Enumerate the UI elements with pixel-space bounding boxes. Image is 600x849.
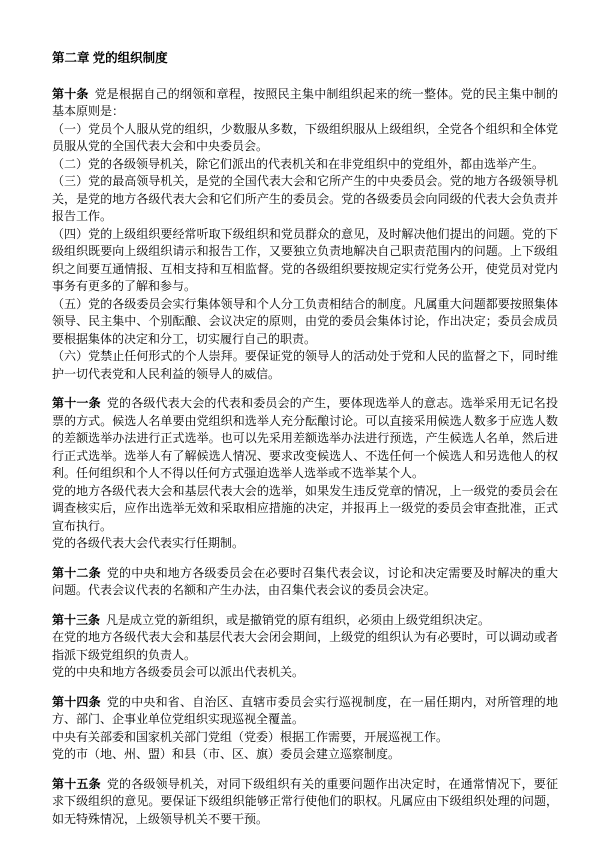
article-text: 党的中央和地方各级委员会在必要时召集代表会议，讨论和决定需要及时解决的重大问题。代表会议代表的名额和产生办法，由召集代表会议的委员会决定。 [52,565,558,597]
article-number-label: 第十三条 [52,612,101,627]
article-number-label: 第十五条 [52,776,101,791]
document-body [52,50,558,828]
article-paragraph: （一）党员个人服从党的组织，少数服从多数，下级组织服从上级组织，全党各个组织和全体党员服从党的全国代表大会和中央委员会。 [52,121,558,153]
article-number-label: 第十二条 [52,565,101,580]
article-paragraph: 党的各级代表大会代表实行任期制。 [52,536,245,550]
article-number-label: 第十条 [52,86,89,101]
article-paragraph: 党的中央和地方各级委员会可以派出代表机关。 [52,665,305,679]
article-paragraph: 在党的地方各级代表大会和基层代表大会闭会期间，上级党的组织认为有必要时，可以调动或者指派下级党组织的负责人。 [52,630,558,662]
article-number-label: 第十一条 [52,396,101,410]
article-14 [52,694,558,764]
article-12 [52,565,558,600]
article-paragraph: （四）党的上级组织要经常听取下级组织和党员群众的意见，及时解决他们提出的问题。党的下级组织既要向上级组织请示和报告工作，又要独立负责地解决自己职责范围内的问题。上下级组织之间要互通情报、互相支持和互相监督。党的各级组织要按规定实行党务公开，使党员对党内事务有更多的了解和参与。 [52,226,558,293]
article-paragraph [52,565,558,600]
article-text: 党的中央和省、自治区、直辖市委员会实行巡视制度，在一届任期内，对所管理的地方、部门、企事业单位党组织实现巡视全覆盖。 [52,694,558,726]
article-13 [52,612,558,682]
article-text: 凡是成立党的新组织，或是撤销党的原有组织，必须由上级党组织决定。 [106,612,491,627]
article-paragraph [52,612,558,630]
article-paragraph: 党的地方各级代表大会和基层代表大会的选举，如果发生违反党章的情况，上一级党的委员会在调查核实后，应作出选举无效和采取相应措施的决定，并报再上一级党的委员会审查批准，正式宣布执行。 [52,483,558,533]
article-paragraph: （三）党的最高领导机关，是党的全国代表大会和它所产生的中央委员会。党的地方各级领导机关，是党的地方各级代表大会和它们所产生的委员会。党的各级委员会向同级的代表大会负责并报告工作。 [52,174,558,223]
article-paragraph: 党的市（地、州、盟）和县（市、区、旗）委员会建立巡察制度。 [52,747,401,761]
article-text: 党的各级领导机关，对同下级组织有关的重要问题作出决定时，在通常情况下，要征求下级组织的意见。要保证下级组织能够正常行使他们的职权。凡属应由下级组织处理的问题，如无特殊情况，上级领导机关不要干预。 [52,776,558,826]
article-text: 党是根据自己的纲领和章程，按照民主集中制组织起来的统一整体。党的民主集中制的基本原则是： [52,86,558,118]
article-paragraph [52,395,558,483]
article-10 [52,86,558,384]
article-11 [52,395,558,553]
chapter-heading: 第二章 党的组织制度 [52,51,168,65]
article-15 [52,776,558,829]
article-paragraph [52,694,558,729]
article-number-label: 第十四条 [52,694,101,709]
article-paragraph: （二）党的各级领导机关，除它们派出的代表机关和在非党组织中的党组外，都由选举产生。 [52,156,545,171]
article-paragraph: 中央有关部委和国家机关部门党组（党委）根据工作需要，开展巡视工作。 [52,729,449,744]
article-paragraph: （五）党的各级委员会实行集体领导和个人分工负责相结合的制度。凡属重大问题都要按照集体领导、民主集中、个别酝酿、会议决定的原则，由党的委员会集体讨论，作出决定；委员会成员要根据集体的决定和分工，切实履行自己的职责。 [52,296,558,346]
article-paragraph [52,86,558,121]
article-text: 党的各级代表大会的代表和委员会的产生，要体现选举人的意志。选举采用无记名投票的方式。候选人名单要由党组织和选举人充分酝酿讨论。可以直接采用候选人数多于应选人数的差额选举办法进行正式选举。也可以先采用差额选举办法进行预选，产生候选人名单，然后进行正式选举。选举人有了解候选人情况、要求改变候选人、不选任何一个候选人和另选他人的权利。任何组织和个人不得以任何方式强迫选举人选举或不选举某个人。 [52,396,558,480]
article-paragraph: （六）党禁止任何形式的个人崇拜。要保证党的领导人的活动处于党和人民的监督之下，同时维护一切代表党和人民利益的领导人的威信。 [52,349,558,381]
article-paragraph [52,776,558,829]
